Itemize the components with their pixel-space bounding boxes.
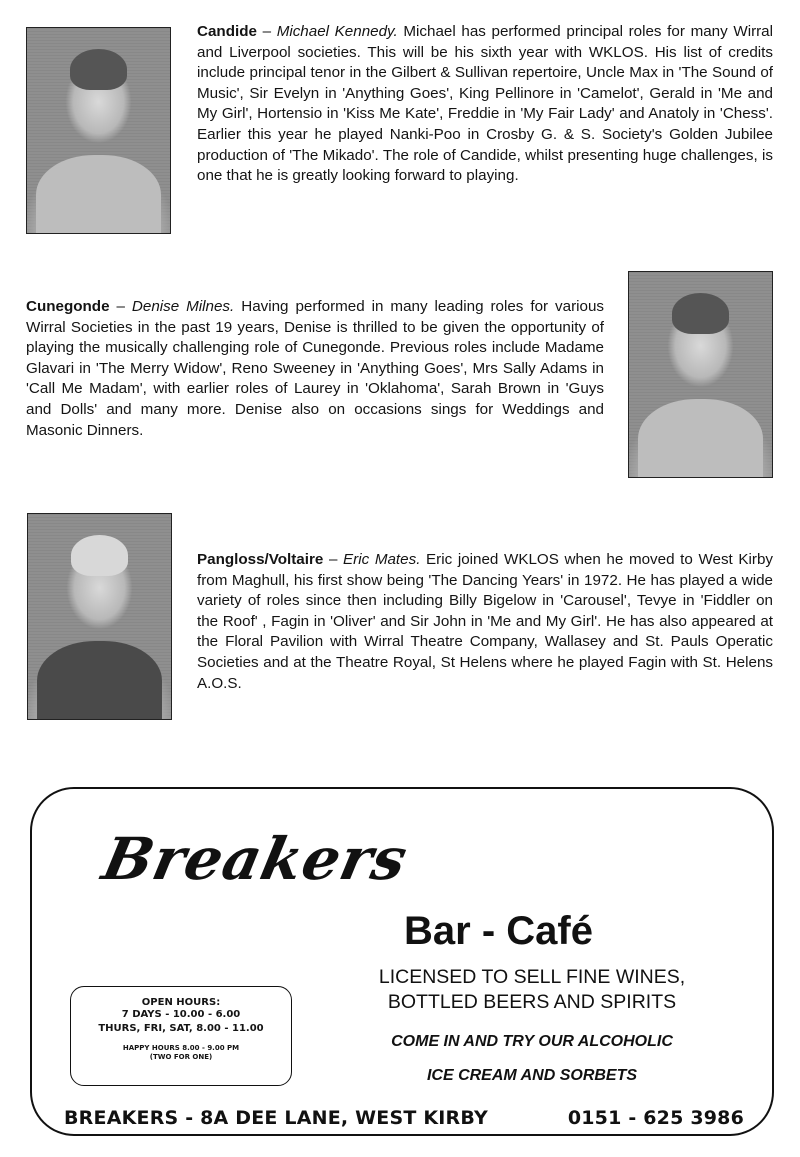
photo-denise-milnes <box>628 271 773 478</box>
role-separator: – <box>323 551 344 568</box>
bio-candide <box>197 22 773 187</box>
bio-cunegonde <box>26 297 604 441</box>
role-name: Candide <box>197 23 257 40</box>
actor-name: Denise Milnes. <box>131 298 235 315</box>
breakers-logo: Breakers <box>96 825 414 893</box>
role-name: Pangloss/Voltaire <box>197 551 324 568</box>
role-separator: – <box>109 298 132 315</box>
role-separator: – <box>256 23 277 40</box>
ad-licensed-line-2: BOTTLED BEERS AND SPIRITS <box>387 991 677 1013</box>
happy-hours-note: (TWO FOR ONE) <box>149 1053 213 1061</box>
hours-line-2: THURS, FRI, SAT, 8.00 - 11.00 <box>98 1023 264 1034</box>
photo-michael-kennedy <box>26 27 171 234</box>
happy-hours: HAPPY HOURS 8.00 - 9.00 PM <box>122 1044 240 1052</box>
bio-text: Having performed in many leading roles for various Wirral Societies in the past 19 years, Denise is thrilled to be given the opportunity of playing the musically challenging role of Cunegonde. Previous roles include Madame Glavari in 'The Merry Widow', Reno Sweeney in 'Anything Goes', Mrs Sally Adams in 'Call Me Madam', with earlier roles of Laurey in 'Oklahoma', Sarah Brown in 'Guys and Dolls' and many more. Denise also on occasions sings for Weddings and Masonic Dinners. <box>26 298 605 439</box>
opening-hours-box <box>70 986 292 1086</box>
bio-pangloss <box>197 550 773 694</box>
role-name: Cunegonde <box>26 298 110 315</box>
bio-text: Eric joined WKLOS when he moved to West Kirby from Maghull, his first show being 'The Dancing Years' in 1972. He has played a wide variety of roles since then including Billy Bigelow in 'Carousel', Tevye in 'Fiddler on the Roof' , Fagin in 'Oliver' and Sir John in 'Me and My Girl'. He has also appeared at the Floral Pavilion with Wirral Theatre Company, Wallasey and St. Pauls Operatic Societies and at the Theatre Royal, St Helens where he played Fagin with St. Helens A.O.S. <box>197 551 774 692</box>
hours-line-1: 7 DAYS - 10.00 - 6.00 <box>121 1009 241 1020</box>
actor-name: Eric Mates. <box>343 551 421 568</box>
ad-address: BREAKERS - 8A DEE LANE, WEST KIRBY <box>64 1107 488 1129</box>
photo-eric-mates <box>27 513 172 720</box>
hours-title: OPEN HOURS: <box>141 997 221 1008</box>
ad-licensed-line-1: LICENSED TO SELL FINE WINES, <box>378 966 686 988</box>
bio-text: Michael has performed principal roles for many Wirral and Liverpool societies. This will be his sixth year with WKLOS. His list of credits include principal tenor in the Gilbert & Sullivan repertoire, Uncle Max in 'The Sound of Music', Sir Evelyn in 'Anything Goes', King Pellinore in 'Camelot', Gerald in 'Me and My Girl', Hortensio in 'Kiss Me Kate', Freddie in 'My Fair Lady' and Anatoly in 'Chess'. Earlier this year he played Nanki-Poo in Crosby G. & S. Society's Golden Jubilee production of 'The Mikado'. The role of Candide, whilst presenting huge challenges, is one that he is greatly looking forward to playing. <box>197 23 774 185</box>
ad-heading: Bar - Café <box>404 909 593 953</box>
ad-promo-line-2: ICE CREAM AND SORBETS <box>426 1067 638 1084</box>
ad-phone: 0151 - 625 3986 <box>567 1107 744 1129</box>
breakers-advert <box>30 787 774 1136</box>
ad-promo-line-1: COME IN AND TRY OUR ALCOHOLIC <box>391 1033 673 1050</box>
actor-name: Michael Kennedy. <box>276 23 398 40</box>
